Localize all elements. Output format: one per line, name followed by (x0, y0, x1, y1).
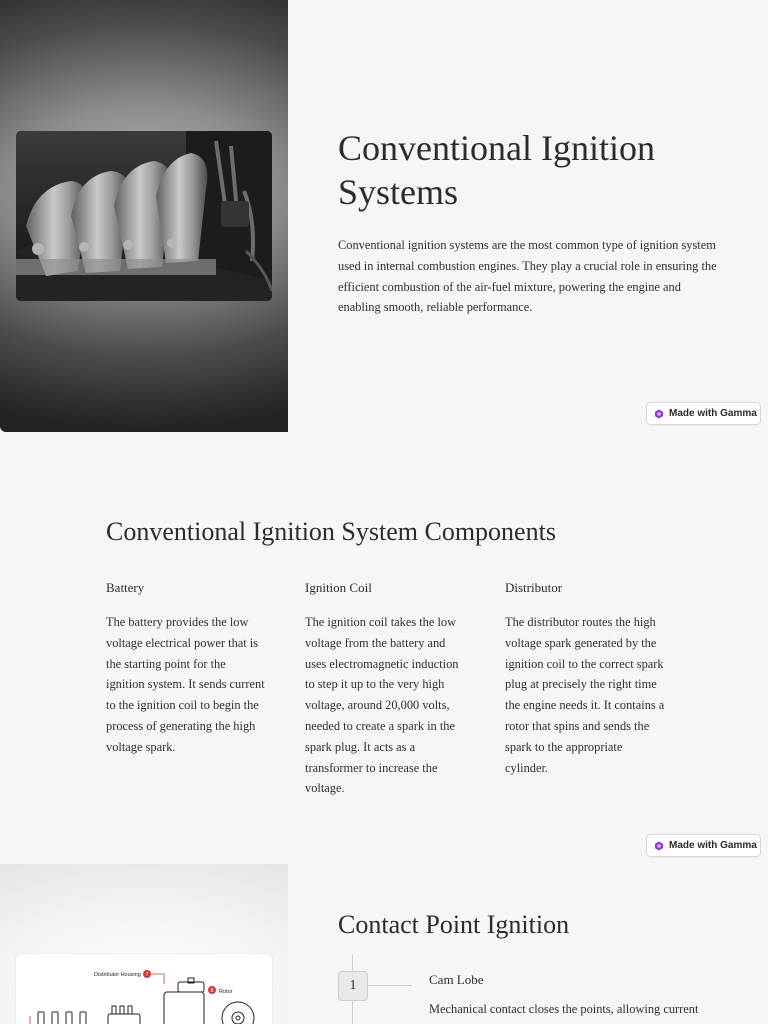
component-description: The battery provides the low voltage electrical power that is the starting point for the ignition system. It sends current to the ignition coil to begin the process of generating the high voltage spark. (106, 615, 265, 754)
gamma-badge-label: Made with Gamma (669, 840, 757, 851)
component-heading: Ignition Coil (305, 580, 372, 595)
slide-conventional-ignition (0, 0, 768, 432)
engine-manifold-image (16, 131, 272, 301)
component-heading: Distributor (505, 580, 563, 595)
step-connector (368, 985, 412, 986)
distributor-diagram-drawing (16, 954, 272, 1024)
step-number-badge: 1 (338, 971, 368, 1001)
diagram-label-rotor: Rotor (219, 989, 233, 995)
diagram-label-housing: Distributor Housing (94, 972, 141, 978)
slide1-description: Conventional ignition systems are the most common type of ignition system used in internal combustion engines. They play a crucial role in ensuring the efficient combustion of the air-fuel mixture, powering the engine and enabling smooth, reliable performance. (338, 238, 717, 315)
distributor-diagram (16, 954, 272, 1024)
component-card-ignition-coil (305, 578, 465, 799)
gamma-badge-label: Made with Gamma (669, 408, 757, 419)
gamma-logo-icon (654, 409, 664, 419)
made-with-gamma-badge[interactable] (646, 402, 761, 425)
component-description: The distributor routes the high voltage spark generated by the ignition coil to the correct spark plug at precisely the right time the engine needs it. It contains a rotor that spins and sends the spark to the appropriate cylinder. (505, 615, 665, 775)
diagram-image-panel (0, 864, 288, 1024)
hero-image-panel (0, 0, 288, 432)
slide1-title: Conventional Ignition Systems (338, 128, 655, 212)
diagram-marker-number: 7 (145, 972, 149, 978)
component-description: The ignition coil takes the low voltage from the battery and uses electromagnetic induction to step it up to the very high voltage, around 20,000 volts, needed to create a spark in the spark plug. It acts as a transformer to increase the voltage. (305, 615, 459, 796)
diagram-marker-number: 8 (210, 988, 214, 994)
gamma-logo-icon (654, 841, 664, 851)
component-card-battery (106, 578, 266, 758)
slide3-title: Contact Point Ignition (338, 910, 570, 939)
engine-photo (16, 131, 272, 301)
step-title: Cam Lobe (429, 972, 484, 987)
slide2-title: Conventional Ignition System Components (106, 517, 556, 546)
component-heading: Battery (106, 580, 145, 595)
component-card-distributor (505, 578, 665, 778)
step-description: Mechanical contact closes the points, allowing current (429, 1002, 699, 1016)
made-with-gamma-badge[interactable] (646, 834, 761, 857)
